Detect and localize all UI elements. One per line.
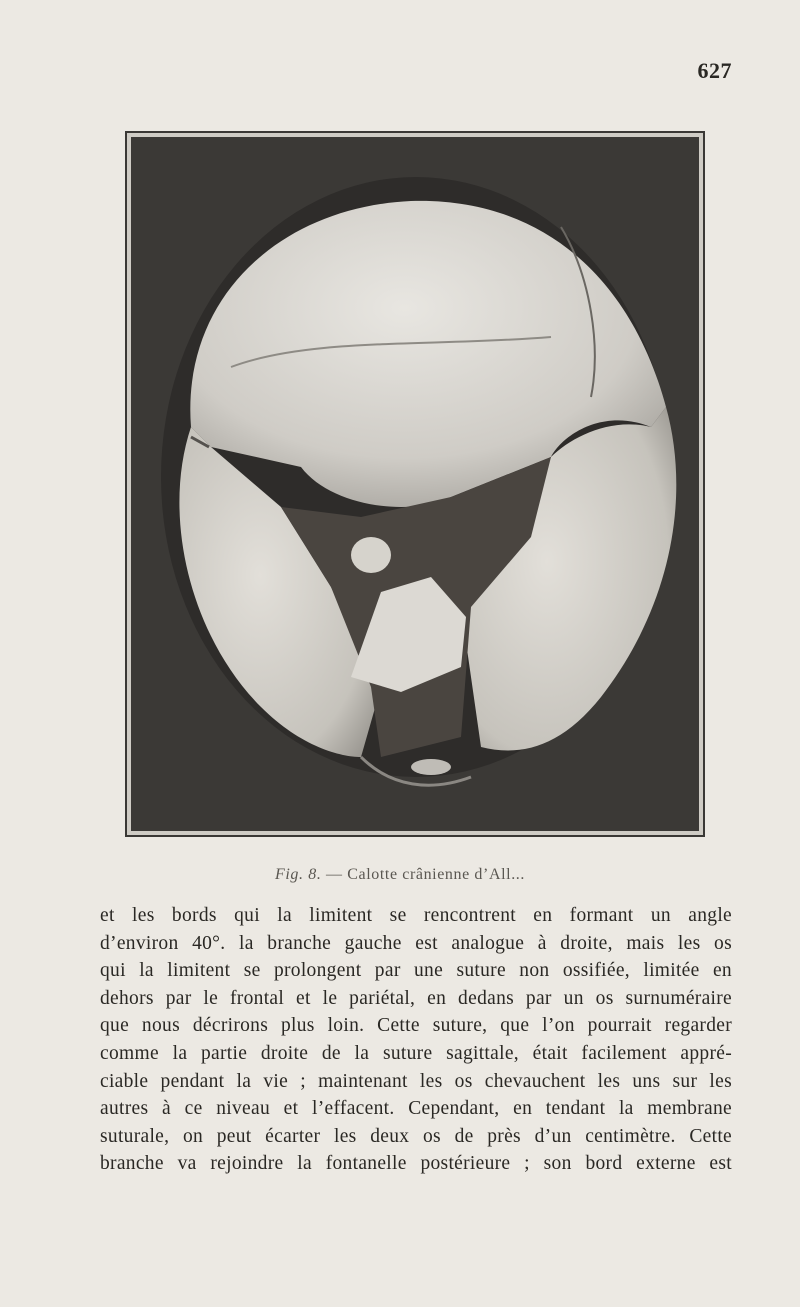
page-number: 627 [697,58,732,83]
text-line: dehors par le frontal et le pariétal, en dedans par un os surnuméraire [100,987,732,1009]
text-line: suturale, on peut écarter les deux os de près d’un centimètre. Cette [100,1125,732,1147]
text-line: d’environ 40°. la branche gauche est analogue à droite, mais les os [100,932,732,954]
text-line: branche va rejoindre la fontanelle postérieure ; son bord externe est [100,1153,732,1175]
figure-title: Calotte crânienne d’All... [347,866,525,883]
caption-separator: — [321,866,348,883]
figure-caption [0,866,800,884]
text-line: ciable pendant la vie ; maintenant les os chevauchent les uns sur les [100,1070,732,1092]
text-line: comme la partie droite de la suture sagittale, était facilement appré- [100,1042,732,1064]
text-line: qui la limitent se prolongent par une suture non ossifiée, limitée en [100,960,732,982]
text-line: et les bords qui la limitent se rencontrent en formant un angle [100,905,732,926]
text-line: que nous décrirons plus loin. Cette suture, que l’on pourrait regarder [100,1015,732,1037]
figure-label: Fig. 8. [275,866,322,883]
skull-photograph [131,137,699,831]
figure-plate [125,131,705,837]
body-paragraph [100,902,732,1178]
skull-illustration [131,137,699,831]
text-line: autres à ce niveau et l’effacent. Cependant, en tendant la membrane [100,1098,732,1120]
